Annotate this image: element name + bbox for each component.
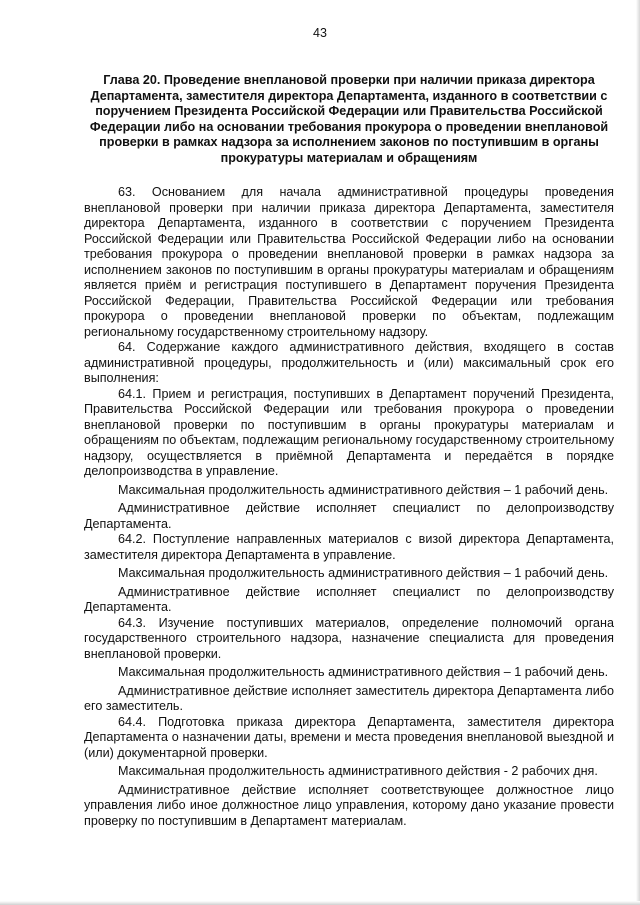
paragraph-executor: Административное действие исполняет специалист по делопроизводству Департамента. [84,584,614,614]
paragraph-63: 63. Основанием для начала административной процедуры проведения внеплановой проверки при наличии приказа директора Департамента, заместителя директора Департамента, изданного в соответствии с поручением Президента Российской Федерации или Правительства Российской Федерации либо на основании требования прокурора о проведении внеплановой проверки в рамках надзора за исполнением законов по поступившим в органы прокуратуры материалам и обращениям является приём и регистрация поступившего в Департамент поручения Президента Российской Федерации, Правительства Российской Федерации или требования прокурора о проведении внеплановой проверки по объектам, подлежащим региональному государственному строительному надзору. [84,185,614,339]
paragraph-executor: Административное действие исполняет соответствующее должностное лицо управления либо иное должностное лицо управления, которому дано указание провести проверку по поступившим в Департамент материалам. [84,782,614,828]
paragraph-duration: Максимальная продолжительность административного действия - 2 рабочих дня. [118,764,598,778]
paragraph-duration: Максимальная продолжительность административного действия – 1 рабочий день. [118,566,609,580]
paragraph-executor: Административное действие исполняет специалист по делопроизводству Департамента. [84,501,614,531]
scan-edge-shadow [636,0,640,905]
paragraph-executor: Административное действие исполняет заместитель директора Департамента либо его заместитель. [84,683,614,713]
paragraph-64-2: 64.2. Поступление направленных материалов с визой директора Департамента, заместителя директора Департамента в управление. [84,532,614,562]
paragraph-64: 64. Содержание каждого административного действия, входящего в состав административной процедуры, продолжительность и (или) максимальный срок его выполнения: [84,340,614,385]
paragraph-64-1: 64.1. Прием и регистрация, поступивших в Департамент поручений Президента, Правительства Российской Федерации или требования прокурора о проведении внеплановой проверки по поступившим в органы прокуратуры материалам и обращениям по объектам, подлежащим региональному государственному строительному надзору, осуществляется в приёмной Департамента и передаётся в порядке делопроизводства в управление. [84,386,614,478]
paragraph-64-4: 64.4. Подготовка приказа директора Департамента, заместителя директора Департамента о назначении даты, времени и места проведения внеплановой выездной и (или) документарной проверки. [84,714,614,760]
document-body [84,185,614,829]
page-number: 43 [313,26,327,40]
scan-bottom-shadow [0,901,640,905]
paragraph-duration: Максимальная продолжительность административного действия – 1 рабочий день. [118,665,609,679]
paragraph-duration: Максимальная продолжительность административного действия – 1 рабочий день. [118,482,609,497]
paragraph-64-3: 64.3. Изучение поступивших материалов, определение полномочий органа государственного строительного надзора, назначение специалиста для проведения внеплановой проверки. [84,615,614,661]
chapter-title: Глава 20. Проведение внеплановой проверки при наличии приказа директора Департамента, заместителя директора Департамента, изданного в соответствии с поручением Президента Российской Федерации или Правительства Российской Федерации либо на основании требования прокурора о проведении внеплановой проверки в рамках надзора за исполнением законов по поступившим в органы прокуратуры материалам и обращениям [89,73,609,165]
